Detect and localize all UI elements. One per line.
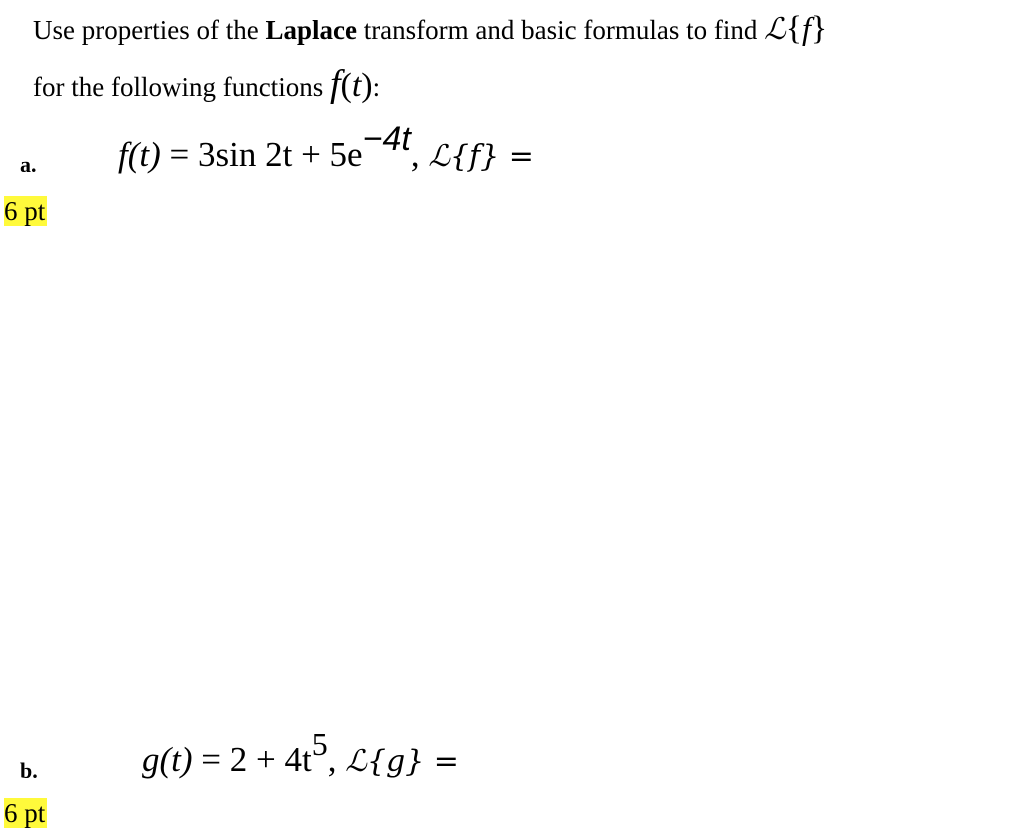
part-b-comma: ,	[327, 740, 346, 779]
part-b-exponent: 5	[311, 726, 328, 762]
part-b-points: 6 pt	[4, 798, 46, 828]
part-b-label: b.	[20, 758, 38, 783]
part-b-equation	[142, 726, 459, 787]
problem-intro-line-2	[33, 64, 380, 107]
problem-intro-line-1	[33, 8, 827, 50]
part-a-points: 6 pt	[4, 196, 46, 226]
part-b-lhs: g(t)	[142, 740, 193, 779]
intro-text-start: Use properties of the	[33, 15, 266, 45]
part-b-transform: ℒ{g} =	[345, 744, 459, 779]
part-a-comma: ,	[410, 135, 429, 174]
intro-text-end: transform and basic formulas to find	[356, 15, 765, 45]
intro-laplace-word: Laplace	[265, 15, 357, 45]
part-a-rhs: = 3sin 2t + 5e	[160, 135, 363, 174]
intro-line-2-text: for the following functions	[33, 72, 330, 102]
part-a-exponent: −4t	[362, 120, 411, 158]
intro-function-symbol: f(t):	[329, 63, 381, 105]
part-b-rhs: = 2 + 4t	[192, 740, 312, 779]
part-a-lhs: f(t)	[118, 135, 161, 174]
intro-transform-symbol: ℒ{f}	[764, 10, 828, 47]
part-a-label: a.	[20, 152, 37, 177]
part-a-transform: ℒ{f} =	[428, 139, 534, 174]
part-a-equation	[118, 120, 534, 182]
